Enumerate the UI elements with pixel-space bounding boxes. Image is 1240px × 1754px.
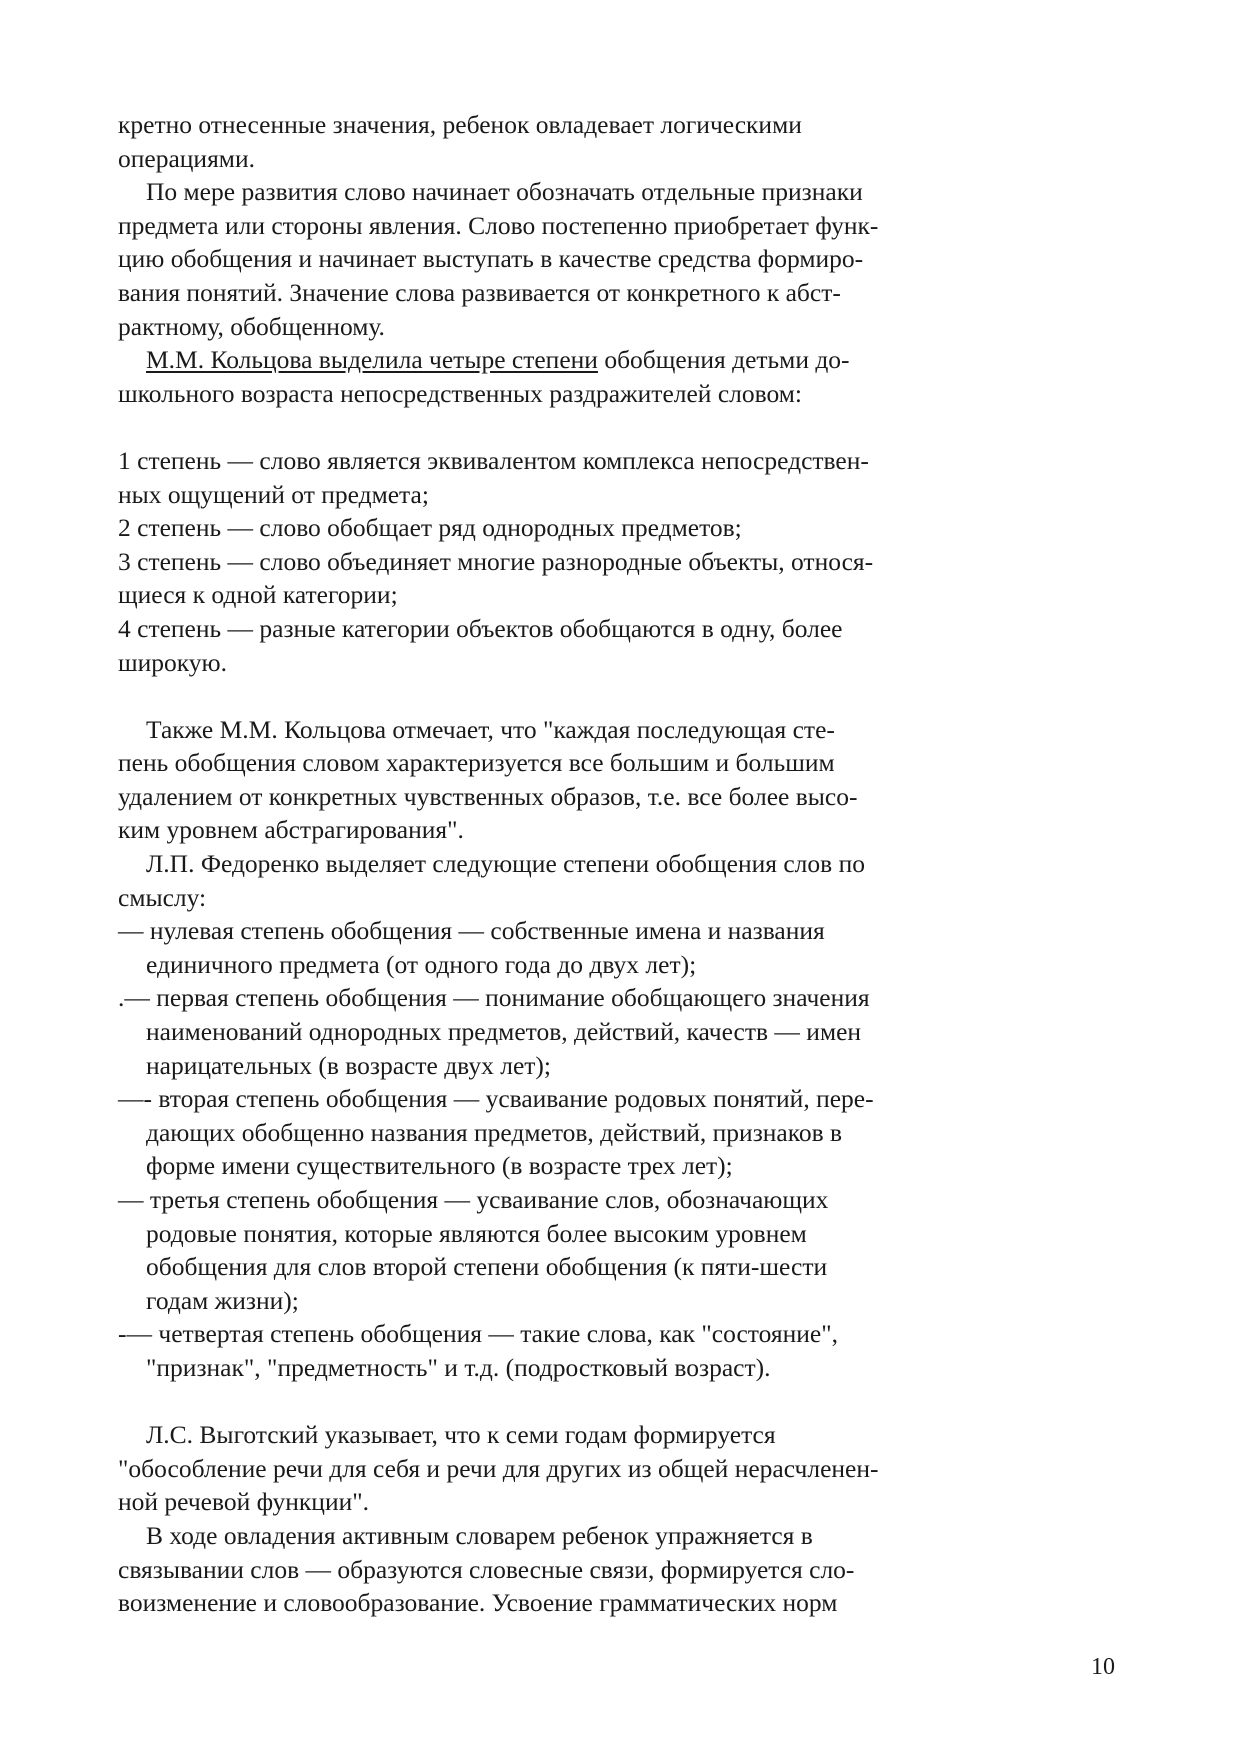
paragraph-3 <box>118 343 1018 410</box>
blank-line <box>118 679 1018 713</box>
text-line: пень обобщения словом характеризуется все большим и большим <box>118 748 835 778</box>
page-number: 10 <box>1091 1654 1115 1680</box>
text-line: ким уровнем абстрагирования". <box>118 815 464 845</box>
text-line: удалением от конкретных чувственных образов, т.е. все более высо- <box>118 781 858 811</box>
list-line: — нулевая степень обобщения — собственные имена и названия <box>118 916 825 946</box>
text-line: предмета или стороны явления. Слово постепенно приобретает функ- <box>118 210 879 240</box>
paragraph-7 <box>118 1519 1018 1620</box>
text-line: кретно отнесенные значения, ребенок овладевает логическими <box>118 110 802 139</box>
text-line <box>118 343 1018 377</box>
text-line: По мере развития слово начинает обозначать отдельные признаки <box>146 177 863 207</box>
list-line: "признак", "предметность" и т.д. (подростковый возраст). <box>146 1352 771 1382</box>
blank-line <box>118 410 1018 444</box>
list-line: наименований однородных предметов, действий, качеств — имен <box>146 1017 862 1047</box>
list-line: нарицательных (в возрасте двух лет); <box>146 1050 551 1080</box>
list-line: 3 степень — слово объединяет многие разнородные объекты, относя- <box>118 546 874 576</box>
text-line: операциями. <box>118 143 255 173</box>
text-line: Также М.М. Кольцова отмечает, что "каждая последующая сте- <box>146 714 835 744</box>
list-item <box>118 914 1018 981</box>
text-line: смыслу: <box>118 882 207 912</box>
list-line: щиеся к одной категории; <box>118 580 398 610</box>
document-page <box>118 108 1018 1620</box>
list-line: 1 степень — слово является эквивалентом комплекса непосредствен- <box>118 445 869 475</box>
list-item <box>118 1082 1018 1183</box>
paragraph-1 <box>118 108 1018 175</box>
list-line: 2 степень — слово обобщает ряд однородных предметов; <box>118 513 742 543</box>
list-line: широкую. <box>118 647 227 677</box>
list-line: ных ощущений от предмета; <box>118 479 429 509</box>
text-line: ной речевой функции". <box>118 1487 370 1517</box>
koltsova-degrees-list <box>118 444 1018 679</box>
text-line: рактному, обобщенному. <box>118 311 385 341</box>
list-line: .— первая степень обобщения — понимание обобщающего значения <box>118 983 870 1013</box>
text-line: школьного возраста непосредственных раздражителей словом: <box>118 378 802 408</box>
paragraph-6 <box>118 1418 1018 1519</box>
list-line: форме имени существительного (в возрасте трех лет); <box>146 1151 733 1181</box>
list-line: -— четвертая степень обобщения — такие слова, как "состояние", <box>118 1319 839 1349</box>
text-line: Л.П. Федоренко выделяет следующие степени обобщения слов по <box>146 849 865 879</box>
list-item <box>118 1317 1018 1384</box>
paragraph-5 <box>118 847 1018 914</box>
text-line: Л.С. Выготский указывает, что к семи годам формируется <box>146 1420 776 1450</box>
text-line: цию обобщения и начинает выступать в качестве средства формиро- <box>118 244 864 274</box>
text-line: связывании слов — образуются словесные связи, формируется сло- <box>118 1554 855 1584</box>
list-line: —- вторая степень обобщения — усваивание родовых понятий, пере- <box>118 1084 874 1114</box>
list-item <box>118 981 1018 1082</box>
text-line: вания понятий. Значение слова развивается от конкретного к абст- <box>118 277 841 307</box>
text-line: В ходе овладения активным словарем ребенок упражняется в <box>146 1520 813 1550</box>
list-line: годам жизни); <box>146 1285 299 1315</box>
text-line: "обособление речи для себя и речи для других из общей нерасчленен- <box>118 1453 879 1483</box>
text-span: обобщения детьми до- <box>597 345 850 375</box>
list-line: дающих обобщенно названия предметов, действий, признаков в <box>146 1117 843 1147</box>
underlined-phrase: М.М. Кольцова выделила четыре степени <box>146 345 598 375</box>
list-line: обобщения для слов второй степени обобщения (к пяти-шести <box>146 1252 828 1282</box>
list-line: — третья степень обобщения — усваивание слов, обозначающих <box>118 1185 829 1214</box>
list-line: единичного предмета (от одного года до двух лет); <box>146 949 697 979</box>
list-line: 4 степень — разные категории объектов обобщаются в одну, более <box>118 613 843 643</box>
list-item <box>118 1183 1018 1317</box>
text-line: воизменение и словообразование. Усвоение грамматических норм <box>118 1588 838 1618</box>
blank-line <box>118 1385 1018 1419</box>
paragraph-4 <box>118 713 1018 847</box>
fedorenko-degrees-list <box>118 914 1018 1384</box>
list-line: родовые понятия, которые являются более высоким уровнем <box>146 1218 807 1248</box>
paragraph-2 <box>118 175 1018 343</box>
